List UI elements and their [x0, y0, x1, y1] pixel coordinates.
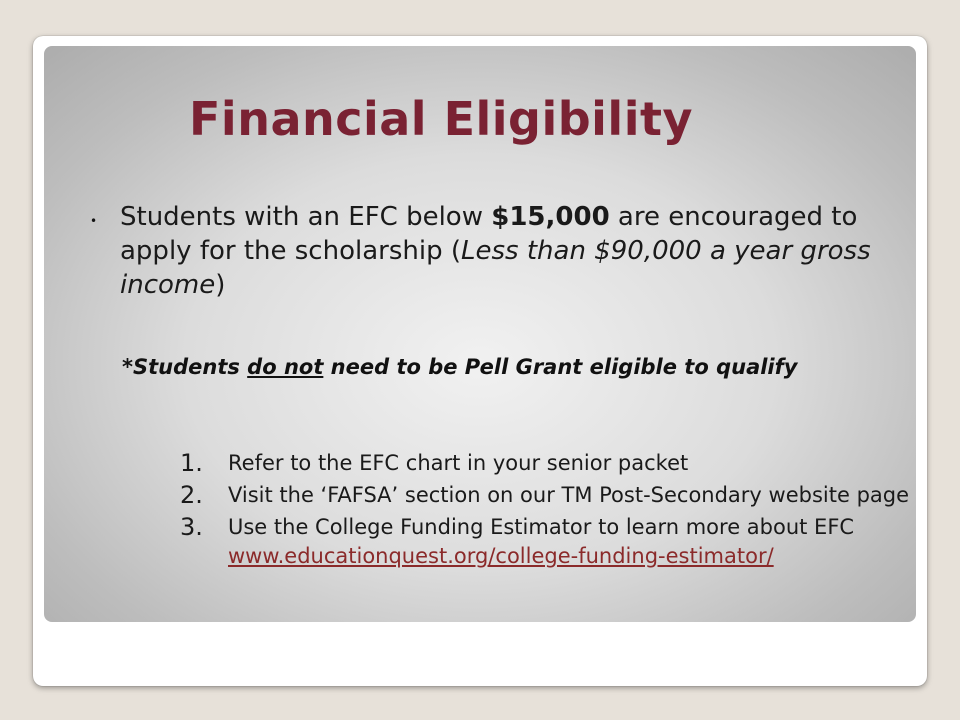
note-suffix: need to be Pell Grant eligible to qualify [323, 355, 798, 379]
step-number: 3. [180, 513, 203, 541]
income-note: Less than $90,000 a year gross income [120, 236, 871, 300]
step-item-3 [180, 513, 920, 571]
bullet-text-middle: are encouraged to apply for the scholarship ( [120, 202, 858, 266]
note-prefix: *Students [122, 355, 248, 379]
bullet-text-start: Students with an EFC below [120, 202, 492, 232]
step-item-1 [180, 449, 920, 478]
bullet-text-end: ) [215, 270, 226, 300]
eligibility-bullet [90, 200, 880, 302]
steps-list [180, 449, 920, 574]
step-number: 1. [180, 449, 203, 477]
pell-grant-note [90, 352, 880, 382]
step-text: Use the College Funding Estimator to learn more about EFC [228, 515, 855, 539]
step-text: Refer to the EFC chart in your senior packet [228, 451, 689, 475]
bullet-text [120, 200, 880, 302]
efc-amount: $15,000 [491, 202, 610, 232]
note-emphasis: do not [247, 355, 324, 379]
step-item-2 [180, 481, 920, 510]
slide-title: Financial Eligibility [189, 92, 693, 146]
step-number: 2. [180, 481, 203, 509]
estimator-link[interactable]: www.educationquest.org/college-funding-estimator/ [228, 544, 774, 568]
step-text: Visit the ‘FAFSA’ section on our TM Post-Secondary website page [228, 483, 910, 507]
bullet-marker: • [90, 214, 98, 228]
